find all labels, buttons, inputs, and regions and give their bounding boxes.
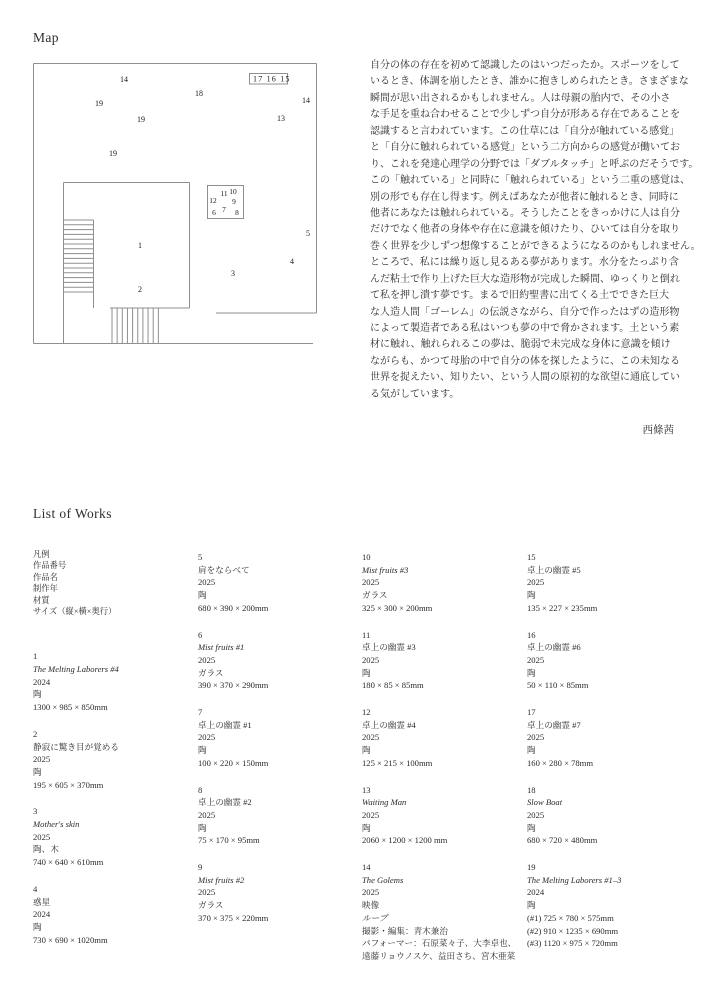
work-detail: 陶 xyxy=(527,822,536,833)
work-detail: 2025 xyxy=(362,654,380,665)
map-number-18: 18 xyxy=(195,89,203,98)
work-entry-10 xyxy=(362,551,526,615)
work-title: 卓上の幽霊 #7 xyxy=(527,719,581,730)
works-column-4 xyxy=(527,551,691,964)
work-detail: 2025 xyxy=(527,732,545,743)
work-detail: 2025 xyxy=(198,577,216,588)
work-detail: ループ xyxy=(362,912,388,923)
work-number: 4 xyxy=(33,883,38,894)
stairs-hatching xyxy=(64,220,159,344)
work-entry-11 xyxy=(362,629,526,693)
work-detail: 陶 xyxy=(362,745,371,756)
work-detail: (#2) 910 × 1235 × 690mm xyxy=(527,925,619,936)
work-title: 卓上の幽霊 #4 xyxy=(362,719,416,730)
work-detail: ガラス xyxy=(362,590,388,601)
work-location-numbers xyxy=(95,75,310,294)
work-number: 2 xyxy=(33,728,38,739)
work-detail: 2025 xyxy=(527,809,545,820)
work-detail: 遠藤リョウノスケ、益田さち、宮木亜菜 xyxy=(362,950,516,961)
map-number-12: 12 xyxy=(209,196,217,205)
work-detail: 2025 xyxy=(198,809,216,820)
work-detail: 2025 xyxy=(362,887,380,898)
work-entry-8 xyxy=(198,784,362,848)
work-detail: 2025 xyxy=(33,831,51,842)
work-detail: 陶 xyxy=(198,822,207,833)
work-title: 静寂に驚き目が覚める xyxy=(33,741,119,752)
work-title: Slow Boat xyxy=(527,797,563,808)
work-detail: 75 × 170 × 95mm xyxy=(198,835,260,846)
works-column-2 xyxy=(198,551,362,939)
work-detail: (#3) 1120 × 975 × 720mm xyxy=(527,938,618,949)
work-number: 18 xyxy=(527,784,536,795)
work-title: 卓上の幽霊 #3 xyxy=(362,642,416,653)
map-number-13: 13 xyxy=(277,114,285,123)
map-number-8: 8 xyxy=(235,208,239,217)
work-detail: 135 × 227 × 235mm xyxy=(527,602,598,613)
work-detail: 370 × 375 × 220mm xyxy=(198,912,269,923)
work-detail: 195 × 605 × 370mm xyxy=(33,779,104,790)
essay-line: 世界を捉えたい、知りたい、という人間の原初的な欲望に通底してい xyxy=(370,372,680,384)
work-title: 惑星 xyxy=(33,896,51,907)
work-detail: 1300 × 985 × 850mm xyxy=(33,702,108,713)
legend-line: 制作年 xyxy=(33,584,58,594)
work-number: 6 xyxy=(198,629,203,640)
work-detail: 陶 xyxy=(198,745,207,756)
work-detail: 陶、木 xyxy=(33,844,59,855)
work-detail: 陶 xyxy=(33,922,42,932)
work-entry-5 xyxy=(198,551,362,615)
map-number-3: 3 xyxy=(231,269,235,278)
work-title: Mother's skin xyxy=(33,819,80,830)
work-detail: 2060 × 1200 × 1200 mm xyxy=(362,835,448,846)
map-number-group-17-16-15: 17 16 15 xyxy=(253,74,291,84)
work-detail: 325 × 300 × 200mm xyxy=(362,602,433,613)
work-number: 9 xyxy=(198,862,203,873)
legend-line: 作品番号 xyxy=(33,561,67,571)
work-detail: 陶 xyxy=(33,689,42,700)
work-number: 12 xyxy=(362,707,371,718)
legend-line: 凡例 xyxy=(33,550,50,559)
work-detail: ガラス xyxy=(198,900,224,911)
work-detail: 180 × 85 × 85mm xyxy=(362,680,424,691)
work-detail: 2024 xyxy=(527,887,545,898)
work-detail: 100 × 220 × 150mm xyxy=(198,757,269,768)
work-title: Mist fruits #1 xyxy=(198,642,245,653)
legend-line: 材質 xyxy=(33,595,50,605)
map-number-4: 4 xyxy=(290,257,294,266)
work-entry-18 xyxy=(527,784,691,848)
work-detail: 2024 xyxy=(33,676,51,687)
work-entry-6 xyxy=(198,629,362,693)
map-number-10: 10 xyxy=(229,187,237,196)
work-number: 11 xyxy=(362,629,371,640)
work-detail: 2025 xyxy=(362,732,380,743)
map-number-19: 19 xyxy=(95,99,103,108)
map-number-7: 7 xyxy=(222,205,226,214)
work-number: 7 xyxy=(198,707,203,718)
work-number: 17 xyxy=(527,707,536,718)
map-number-2: 2 xyxy=(138,285,142,294)
work-number: 5 xyxy=(198,552,203,562)
work-detail: 陶 xyxy=(527,590,536,601)
work-detail: 2024 xyxy=(33,909,51,920)
work-detail: 2025 xyxy=(362,809,380,820)
work-number: 19 xyxy=(527,862,536,873)
map-number-11: 11 xyxy=(220,189,228,198)
work-entry-2 xyxy=(33,728,197,792)
work-entry-9 xyxy=(198,861,362,925)
essay-line: 瞬間が思い出されるかもしれません。人は母親の胎内で、その小さ xyxy=(370,92,671,104)
essay-line: て私を押し潰す夢です。まるで旧約聖書に出てくる土でできた巨大 xyxy=(370,290,670,302)
essay-line: ところで、私には繰り返し見るある夢があります。水分をたっぷり含 xyxy=(370,257,679,269)
work-detail: 陶 xyxy=(362,667,371,678)
work-entry-15 xyxy=(527,551,691,615)
map-section-title: Map xyxy=(33,30,59,45)
work-number: 16 xyxy=(527,629,536,640)
work-detail: 125 × 215 × 100mm xyxy=(362,757,433,768)
legend-line: 作品名 xyxy=(33,572,58,582)
work-detail: パフォーマー：石原菜々子、大李卓也、 xyxy=(362,938,517,949)
work-number: 1 xyxy=(33,651,38,662)
work-detail: 2025 xyxy=(362,577,380,588)
work-entry-3 xyxy=(33,805,197,869)
map-number-14: 14 xyxy=(120,75,128,84)
work-detail: 2025 xyxy=(198,887,216,898)
work-title: 卓上の幽霊 #1 xyxy=(198,719,252,730)
essay-line: 他者にあなたは触れられている。そうしたことをきっかけに人は自分 xyxy=(370,207,680,219)
work-number: 10 xyxy=(362,552,371,562)
work-detail: 陶 xyxy=(33,766,42,777)
floorplan-walls xyxy=(34,64,317,344)
essay-line: 自分の体の存在を初めて認識したのはいつだったか。スポーツをして xyxy=(370,60,680,71)
work-detail: 160 × 280 × 78mm xyxy=(527,757,594,768)
work-detail: 730 × 690 × 1020mm xyxy=(33,934,108,945)
work-detail: ガラス xyxy=(198,667,224,678)
works-column-1 xyxy=(33,549,197,960)
essay-line: な手足を重ね合わせることで少しずつ自分が形ある存在であることを xyxy=(370,109,680,121)
work-detail: 740 × 640 × 610mm xyxy=(33,857,104,868)
essay-line: と「自分に触れられている感覚」という二方向からの感覚が働いてお xyxy=(370,142,680,154)
work-detail: 陶 xyxy=(527,745,536,756)
work-detail: 390 × 370 × 290mm xyxy=(198,680,269,691)
essay-line: んだ粘土で作り上げた巨大な造形物が完成した瞬間、ゆっくりと倒れ xyxy=(370,273,680,285)
work-title: Mist fruits #2 xyxy=(198,874,245,885)
essay-line: だけでなく他者の身体や存在に意識を傾けたり、ひいては自分を取り xyxy=(370,224,680,236)
essay-line: な人造人間「ゴーレム」の伝説さながら、自分で作ったはずの造形物 xyxy=(370,306,680,318)
legend-line: サイズ（縦×横×奥行） xyxy=(33,606,117,616)
work-detail: 2025 xyxy=(527,577,545,588)
works-column-3 xyxy=(362,551,526,977)
work-detail: (#1) 725 × 780 × 575mm xyxy=(527,912,614,923)
list-of-works-title: List of Works xyxy=(33,506,112,521)
work-number: 14 xyxy=(362,862,371,873)
work-detail: 50 × 110 × 85mm xyxy=(527,680,589,691)
map-number-19: 19 xyxy=(137,115,145,124)
work-title: The Melting Laborers #4 xyxy=(33,664,119,675)
map-number-19: 19 xyxy=(109,149,117,158)
work-title: The Golems xyxy=(362,874,404,885)
map-number-14: 14 xyxy=(302,96,310,105)
work-number: 13 xyxy=(362,784,371,795)
essay-line: 巻く世界を少しずつ想像することができるようになるのかもしれません。 xyxy=(370,240,701,252)
work-detail: 2025 xyxy=(198,732,216,743)
work-title: 卓上の幽霊 #5 xyxy=(527,564,581,575)
essay-line: る気がしています。 xyxy=(370,388,460,400)
work-detail: 680 × 720 × 480mm xyxy=(527,835,598,846)
works-legend xyxy=(33,549,197,617)
work-entry-17 xyxy=(527,706,691,770)
work-entry-7 xyxy=(198,706,362,770)
work-detail: 映像 xyxy=(362,900,380,911)
work-detail: 陶 xyxy=(527,667,536,678)
work-detail: 2025 xyxy=(198,654,216,665)
work-title: 卓上の幽霊 #2 xyxy=(198,797,252,808)
essay-line: り、これを発達心理学の分野では「ダブルタッチ」と呼ぶのだそうです。 xyxy=(370,158,699,170)
work-detail: 陶 xyxy=(362,822,371,833)
essay-line: ながらも、かつて母胎の中で自分の体を探したように、この未知なる xyxy=(370,355,680,367)
work-detail: 2025 xyxy=(527,654,545,665)
essay-line: 別の形でも存在し得ます。例えばあなたが他者に触れるとき、同時に xyxy=(370,191,679,203)
map-number-6: 6 xyxy=(212,208,216,217)
map-number-1: 1 xyxy=(138,241,142,250)
work-title: Waiting Man xyxy=(362,797,407,808)
essay-line: いるとき、体調を崩したとき、誰かに抱きしめられたとき。さまざまな xyxy=(370,76,689,88)
work-number: 15 xyxy=(527,552,536,562)
work-entry-12 xyxy=(362,706,526,770)
work-entry-13 xyxy=(362,784,526,848)
work-title: 肩をならべて xyxy=(198,564,250,575)
work-title: 卓上の幽霊 #6 xyxy=(527,642,581,653)
work-detail: 撮影・編集：青木兼治 xyxy=(362,925,448,936)
work-detail: 陶 xyxy=(198,590,207,601)
floor-plan-map xyxy=(0,0,340,360)
work-entry-16 xyxy=(527,629,691,693)
work-entry-4 xyxy=(33,883,197,947)
map-number-9: 9 xyxy=(232,197,236,206)
work-number: 8 xyxy=(198,784,203,795)
work-detail: 陶 xyxy=(527,900,536,911)
work-title: Mist fruits #3 xyxy=(362,564,409,575)
essay-text xyxy=(370,58,701,403)
work-detail: 2025 xyxy=(33,754,51,765)
essay-line: この「触れている」と同時に「触れられている」という二重の感覚は、 xyxy=(370,175,690,187)
essay-line: 材に触れ、触れられるこの夢は、脆弱で未完成な身体に意識を傾け xyxy=(370,339,671,351)
work-detail: 680 × 390 × 200mm xyxy=(198,602,269,613)
artist-signature: 西條茜 xyxy=(642,425,674,436)
work-entry-14 xyxy=(362,861,526,963)
essay-line: 認識すると言われています。この仕草には「自分が触れている感覚」 xyxy=(370,125,680,137)
essay-line: によって製造者である私はいつも夢の中で脅かされます。土という素 xyxy=(370,323,680,334)
work-entry-1 xyxy=(33,650,197,714)
work-number: 3 xyxy=(33,806,38,817)
map-number-5: 5 xyxy=(306,229,310,238)
work-entry-19 xyxy=(527,861,691,950)
work-title: The Melting Laborers #1–3 xyxy=(527,874,622,885)
